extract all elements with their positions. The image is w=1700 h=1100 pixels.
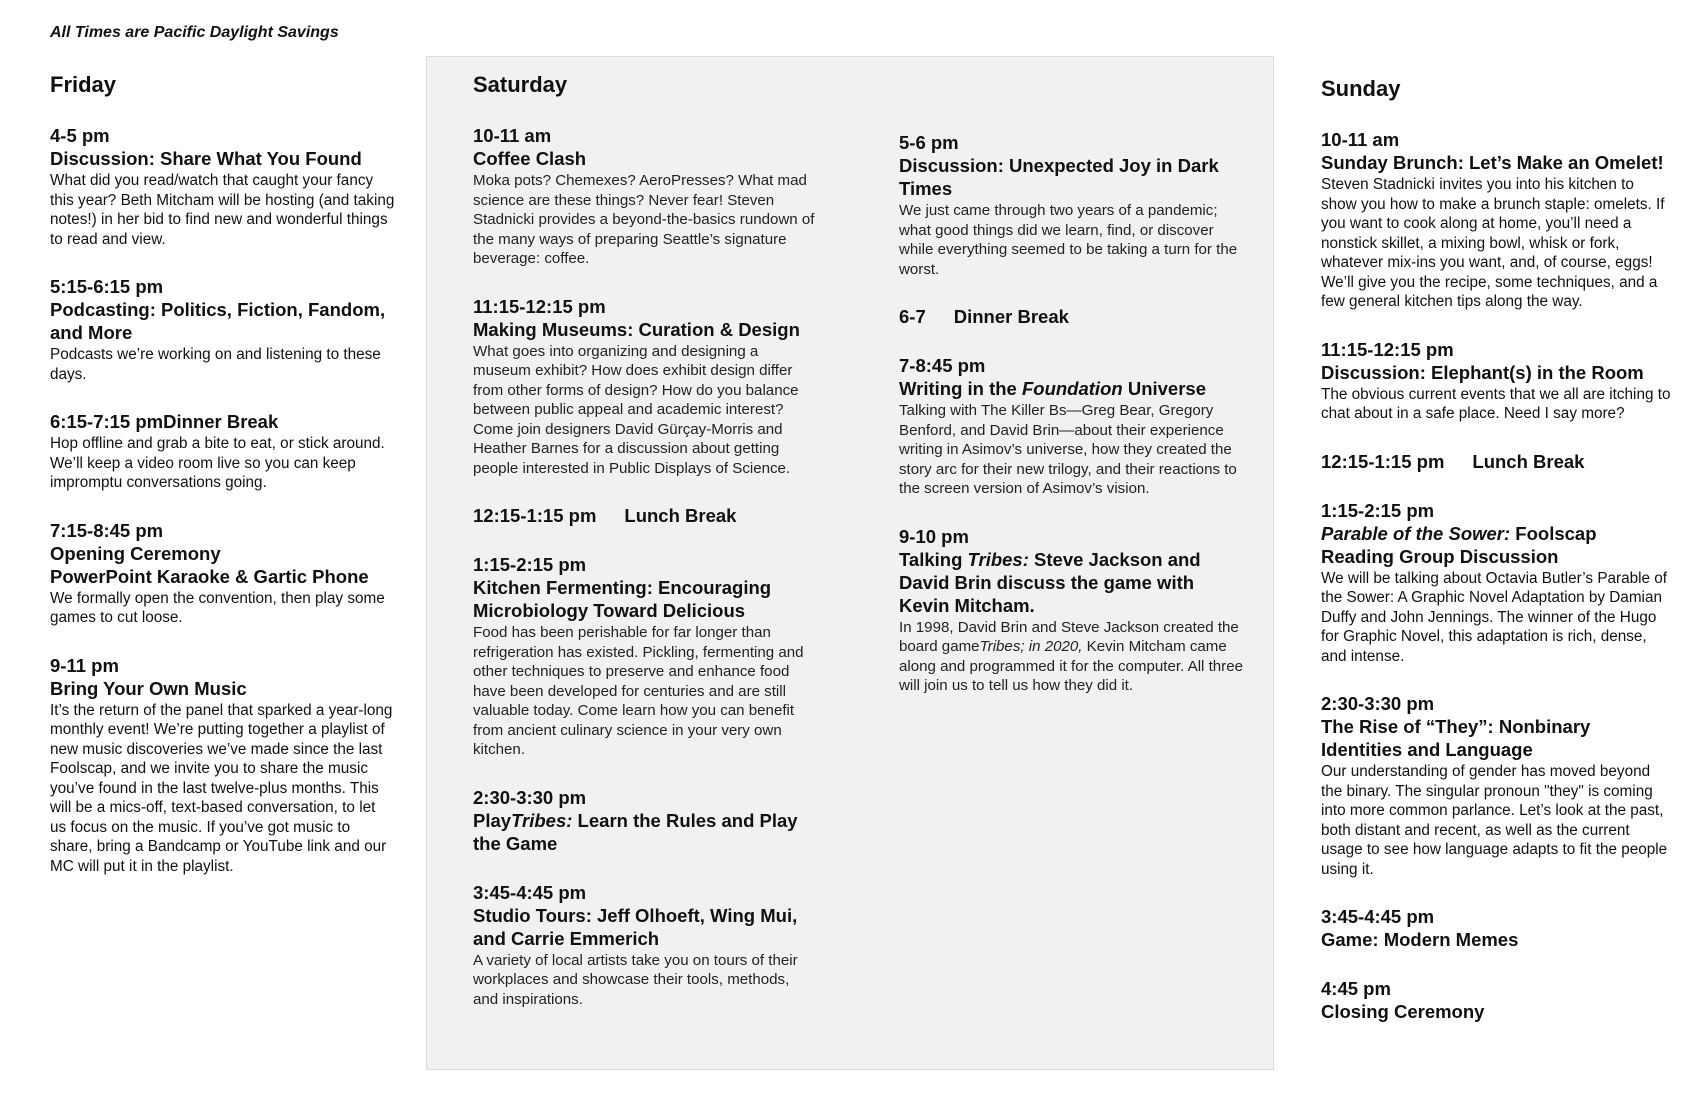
event-description: We formally open the convention, then play some games to cut loose. [50,589,385,626]
event-description: Podcasts we’re working on and listening to these days. [50,346,381,383]
event-description: It’s the return of the panel that sparked a year-long monthly event! We’re putting together a playlist of new music discoveries we’ve made since the last Foolscap, and we invite you to share the music you’ve found in the last twelve-plus months. This will be a mics-off, text-based conversation, to let us focus on the music. If you’ve got music to share, bring a Bandcamp or YouTube link and our MC will put it in the playlist. [50,701,393,875]
event-title: Discussion: Elephant(s) in the Room [1321,361,1644,383]
event-description: Our understanding of gender has moved beyond the binary. The singular pronoun "they" is coming into more common parlance. Let’s look at the past, both distant and recent, as well as the current usage to see how language adapts to fit the people using it. [1321,763,1668,878]
event-time: 7:15-8:45 pm [50,519,164,541]
saturday-column-left [473,72,818,1035]
event [50,519,395,628]
event-time: 1:15-2:15 pm [473,554,587,575]
event-time: 3:45-4:45 pm [1321,906,1435,927]
event-time-text: 6:15-7:15 pm [50,411,164,432]
saturday-column-right [899,131,1244,722]
event-description [899,618,1244,696]
event-description: What did you read/watch that caught your fancy this year? Beth Mitcham will be hosting (and taking notes!) in her bid to find new and wonderful things to read and view. [50,172,395,248]
event-time: 10-11 am [1321,129,1400,150]
title-part: Universe [1122,378,1206,399]
event [1321,977,1671,1023]
title-italic-part: Tribes: [967,548,1029,570]
friday-column [50,72,395,902]
title-part: Talking [899,548,968,570]
event-time: 7-8:45 pm [899,355,986,376]
event-time: 11:15-12:15 pm [1321,338,1454,360]
desc-italic-part: Tribes; in 2020, [979,638,1083,655]
event-description: Food has been perishable for far longer than refrigeration has existed. Pickling, fermenting and other techniques to preserve and enhance food have been developed for centuries and are still valuable today. Come learn how you can benefit from ancient culinary science in your very own kitchen. [473,624,804,758]
break-row [1321,450,1671,473]
event [899,525,1244,696]
event-time: 2:30-3:30 pm [1321,693,1435,714]
event-title: Making Museums: Curation & Design [473,318,800,340]
event [473,553,818,760]
event-description: We will be talking about Octavia Butler’s Parable of the Sower: A Graphic Novel Adaptation by Damian Duffy and John Jennings. The winner of the Hugo for Graphic Novel, this adaptation is rich, dense, and intense. [1321,569,1668,665]
desc-part: Kevin Mitcham came along and programmed it for the computer. All three will join us to tell us how they did it. [899,638,1243,694]
event-subtitle: PowerPoint Karaoke & Gartic Phone [50,565,369,587]
event-title: Closing Ceremony [1321,1001,1485,1022]
timezone-note: All Times are Pacific Daylight Savings [50,24,339,41]
event-title [1321,522,1671,568]
title-part: Foolscap Reading Group Discussion [1321,522,1597,567]
event-title: Discussion: Share What You Found [50,148,362,169]
event-time: 11:15-12:15 pm [473,295,606,317]
event-title: Sunday Brunch: Let’s Make an Omelet! [1321,152,1664,173]
title-part: Writing in the [899,378,1022,399]
event-title: The Rise of “They”: Nonbinary Identities and Language [1321,716,1591,760]
event-time: 9-10 pm [899,525,969,547]
event-title: Discussion: Unexpected Joy in Dark Times [899,155,1219,199]
event-time [50,410,395,433]
event-time: 12:15-1:15 pm [473,505,597,526]
title-part: Play [473,809,512,831]
event-description: Moka pots? Chemexes? AeroPresses? What mad science are these things? Never fear! Steven Stadnicki provides a beyond-the-basics rundown of the many ways of preparing Seattle’s signature beverage: coffee. [473,172,815,267]
event-time: 9-11 pm [50,654,119,676]
event-description: A variety of local artists take you on tours of their workplaces and showcase their tools, methods, and inspirations. [473,951,798,1008]
event-time: 4-5 pm [50,125,110,146]
event-title: Studio Tours: Jeff Olhoeft, Wing Mui, and Carrie Emmerich [473,904,798,949]
event [1321,905,1671,951]
event-time: 1:15-2:15 pm [1321,499,1435,521]
event-time: 6-7 [899,306,926,327]
title-part: Steve Jackson and David Brin discuss the game with Kevin Mitcham. [899,548,1201,616]
event [899,354,1244,499]
title-italic-part: Tribes: [511,809,573,831]
event [473,295,818,479]
day-title-saturday: Saturday [473,72,568,97]
event-time: 12:15-1:15 pm [1321,450,1445,472]
break-label: Lunch Break [624,505,737,526]
day-title-sunday: Sunday [1321,76,1401,101]
event [50,124,395,249]
event [1321,499,1671,667]
break-label: Dinner Break [163,411,279,432]
break-row [473,504,818,527]
event-title: Bring Your Own Music [50,677,247,699]
event-time: 5:15-6:15 pm [50,276,164,297]
event-description: The obvious current events that we all are itching to chat about in a safe place. Need I say more? [1321,385,1671,422]
event-description: Talking with The Killer Bs—Greg Bear, Gregory Benford, and David Brin—about their experience writing in Asimov’s universe, how they created the story arc for their new trilogy, and their reactions to the screen version of Asimov’s vision. [899,402,1237,497]
day-title-friday: Friday [50,72,117,97]
break-label: Lunch Break [1472,450,1585,472]
title-italic-part: Parable of the Sower: [1321,522,1511,544]
event-title: Podcasting: Politics, Fiction, Fandom, and More [50,299,386,343]
event [473,881,818,1010]
event [899,131,1244,279]
event-description: Hop offline and grab a bite to eat, or stick around. We’ll keep a video room live so you can keep impromptu conversations going. [50,435,385,491]
event-title [899,377,1244,400]
event-title [473,809,818,855]
break-label: Dinner Break [953,306,1069,327]
event-title: Opening Ceremony [50,542,221,564]
event [1321,128,1671,312]
event [1321,338,1671,424]
event-title [899,548,1244,617]
event-description: We just came through two years of a pandemic; what good things did we learn, find, or discover while everything seemed to be taking a turn for the worst. [899,202,1238,278]
event-title: Kitchen Fermenting: Encouraging Microbiology Toward Delicious [473,577,772,621]
break-row [899,305,1244,328]
event-time: 3:45-4:45 pm [473,881,587,903]
event-time: 4:45 pm [1321,978,1391,999]
event [473,786,818,855]
event [473,124,818,269]
event-description: What goes into organizing and designing a museum exhibit? How does exhibit design differ from other forms of design? How do you balance between public appeal and academic interest? Come join designers David Gürçay-Morris and Heather Barnes for a discussion about getting people interested in Public Displays of Science. [473,342,799,477]
event [50,654,395,877]
event-title: Coffee Clash [473,148,587,169]
event [50,410,395,493]
event [1321,692,1671,879]
event-title: Game: Modern Memes [1321,929,1519,950]
event-time: 2:30-3:30 pm [473,786,587,808]
event [50,275,395,384]
event-description: Steven Stadnicki invites you into his kitchen to show you how to make a brunch staple: omelets. If you want to cook along at home, you’ll need a nonstick skillet, a mixing bowl, whisk or fork, whatever mix-ins you want, and, of course, eggs! We’ll give you the recipe, some techniques, and a few general kitchen tips along the way. [1321,176,1665,310]
desc-part: In 1998, David Brin and Steve Jackson created the board game [899,618,1239,655]
event-time: 10-11 am [473,125,552,146]
title-part: Learn the Rules and Play the Game [473,809,798,854]
title-italic-part: Foundation [1021,378,1123,399]
sunday-column [1321,76,1671,1049]
event-time: 5-6 pm [899,132,959,153]
